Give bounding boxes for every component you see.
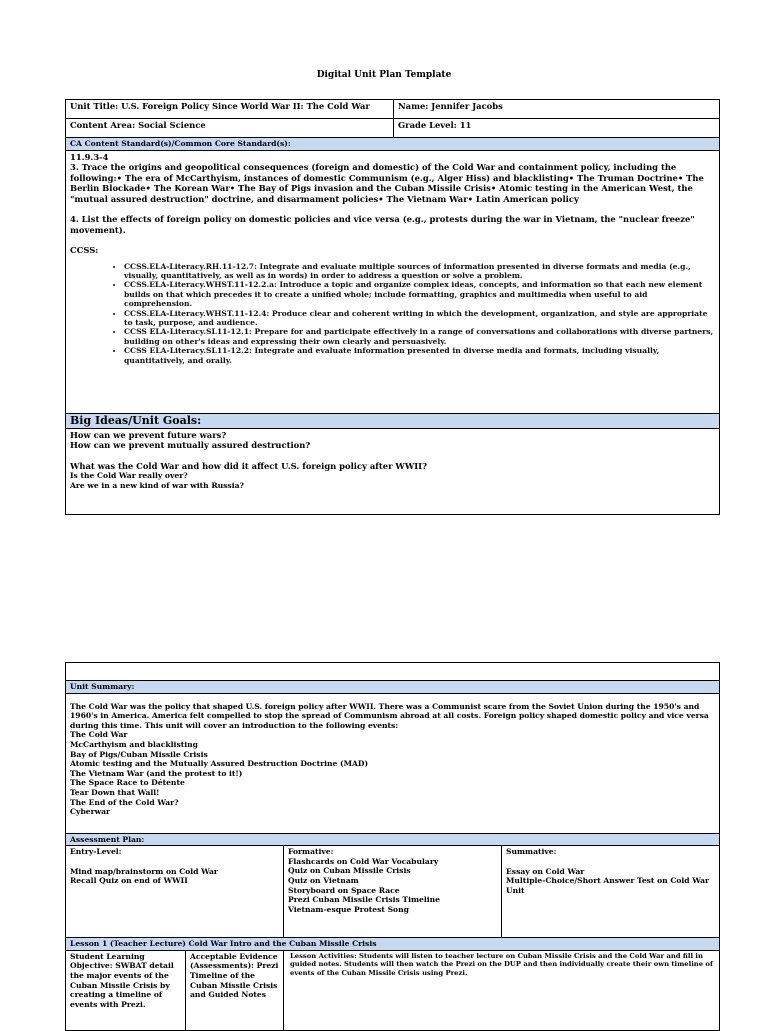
event-item: The Cold War [70, 730, 128, 740]
ccss-label: CCSS: [70, 245, 99, 256]
unit-summary-body [66, 693, 720, 833]
formative-label: Formative: [288, 847, 334, 857]
event-item: Cyberwar [70, 807, 111, 817]
summative-item: Essay on Cold War [506, 866, 585, 876]
standard-3: 3. Trace the origins and geopolitical consequences (foreign and domestic) of the Cold War and containment policy, including the following:• The era of McCarthyism, instances of domestic Communism (e.g., Alger Hiss) and blacklisting• The Truman Doctrine• The Berlin Blockade• The Korean War• The Bay of Pigs invasion and the Cuban Missile Crisis• Atomic testing in the American West, the "mutual assured destruction" doctrine, and disarmament policies• The Vietnam War• Latin American policy [70, 162, 704, 204]
entry-level-cell [66, 846, 284, 938]
activities-cell: Lesson Activities: Students will listen to teacher lecture on Cuban Missile Crisis and the Cold War and fill in guided notes. Students will then watch the Prezi on the DUP and then individually create their own timeline of events of the Cuban Missile Crisis using Prezi. [284, 950, 720, 1030]
ccss-item: • CCSS.ELA-Literacy.WHST.11-12.2.a: Introduce a topic and organize complex ideas, concepts, and information so that each new element builds on that which precedes it to create a unified whole; include formatting, graphics and multimedia when useful to aid comprehension. [124, 280, 715, 308]
document-title: Digital Unit Plan Template [316, 70, 452, 80]
standard-code: 11.9.3-4 [70, 151, 109, 162]
summative-cell [502, 846, 720, 938]
event-item: The End of the Cold War? [70, 797, 179, 807]
formative-item: Vietnam-esque Protest Song [288, 904, 409, 914]
summative-item: Multiple-Choice/Short Answer Test on Cold War Unit [506, 876, 710, 895]
ccss-list [70, 262, 715, 365]
formative-item: Quiz on Cuban Missile Crisis [288, 866, 411, 876]
entry-label: Entry-Level: [70, 847, 122, 857]
formative-item: Prezi Cuban Missile Crisis Timeline [288, 895, 440, 905]
big-idea: How can we prevent mutually assured destruction? [70, 440, 311, 451]
formative-cell [284, 846, 502, 938]
big-idea: Is the Cold War really over? [70, 471, 188, 481]
entry-item: Recall Quiz on end of WWII [70, 876, 188, 886]
unit-info-table [65, 99, 720, 515]
lesson1-header: Lesson 1 (Teacher Lecture) Cold War Intro and the Cuban Missile Crisis [66, 938, 720, 951]
big-ideas-header: Big Ideas/Unit Goals: [66, 413, 720, 428]
standards-body [66, 150, 720, 413]
blank-row [66, 663, 720, 681]
grade-level-cell: Grade Level: 11 [394, 119, 720, 138]
entry-item: Mind map/brainstorm on Cold War [70, 866, 218, 876]
formative-item: Flashcards on Cold War Vocabulary [288, 856, 439, 866]
evidence-cell: Acceptable Evidence (Assessments): Prezi Timeline of the Cuban Missile Crisis and Guided Notes [186, 950, 284, 1030]
objective-cell: Student Learning Objective: SWBAT detail the major events of the Cuban Missile Crisis by creating a timeline of events with Prezi. [66, 950, 186, 1030]
event-item: Bay of Pigs/Cuban Missile Crisis [70, 749, 208, 759]
ccss-item: • CCSS.ELA-Literacy.RH.11-12.7: Integrate and evaluate multiple sources of information presented in diverse formats and media (e.g., visually, quantitatively, as well as in words) in order to address a question or solve a problem. [124, 262, 715, 281]
event-item: The Vietnam War (and the protest to it!) [70, 768, 243, 778]
summary-text: The Cold War was the policy that shaped U.S. foreign policy after WWII. There was a Communist scare from the Soviet Union during the 1950's and 1960's in America. America felt compelled to stop the spread of Communism abroad at all costs. Foreign policy shaped domestic policy and vice versa during this time. This unit will cover an introduction to the following events: [70, 701, 709, 730]
unit-summary-header: Unit Summary: [66, 681, 720, 694]
standards-header: CA Content Standard(s)/Common Core Standard(s): [66, 138, 720, 151]
summative-label: Summative: [506, 847, 557, 857]
big-idea: Are we in a new kind of war with Russia? [70, 480, 244, 490]
content-area-cell: Content Area: Social Science [66, 119, 394, 138]
event-item: McCarthyism and blacklisting [70, 739, 198, 749]
unit-plan-table [65, 662, 720, 1031]
event-item: Tear Down that Wall! [70, 787, 160, 797]
ccss-item: • CCSS ELA-Literacy.SL11-12.2: Integrate and evaluate information presented in diverse media and formats, including visually, quantitatively, and orally. [124, 346, 715, 365]
unit-title-cell: Unit Title: U.S. Foreign Policy Since World War II: The Cold War [66, 100, 394, 119]
big-idea: What was the Cold War and how did it affect U.S. foreign policy after WWII? [70, 460, 427, 471]
event-item: Atomic testing and the Mutually Assured Destruction Doctrine (MAD) [70, 759, 369, 769]
big-idea: How can we prevent future wars? [70, 429, 227, 440]
standard-4: 4. List the effects of foreign policy on domestic policies and vice versa (e.g., protests during the war in Vietnam, the "nuclear freeze" movement). [70, 214, 695, 235]
formative-item: Quiz on Vietnam [288, 875, 359, 885]
event-item: The Space Race to Détente [70, 778, 185, 788]
big-ideas-body [66, 428, 720, 514]
name-cell: Name: Jennifer Jacobs [394, 100, 720, 119]
ccss-item: • CCSS ELA-Literacy.SL11-12.1: Prepare for and participate effectively in a range of conversations and collaborations with diverse partners, building on other's ideas and expressing their own clearly and persuasively. [124, 327, 715, 346]
ccss-item: • CCSS.ELA-Literacy.WHST.11-12.4: Produce clear and coherent writing in which the development, organization, and style are appropriate to task, purpose, and audience. [124, 309, 715, 328]
formative-item: Storyboard on Space Race [288, 885, 400, 895]
assessment-header: Assessment Plan: [66, 833, 720, 846]
